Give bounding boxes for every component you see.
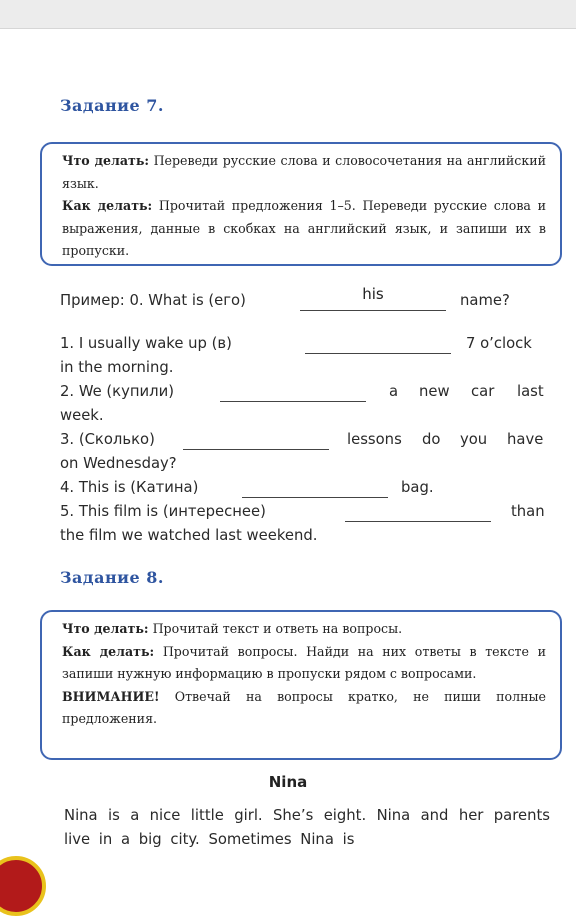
sentence-1 — [60, 335, 546, 357]
sentence-4-start: 4. This is (Катина) — [60, 479, 199, 496]
what-label: Что делать: — [62, 621, 149, 636]
how-label: Как делать: — [62, 643, 155, 659]
story-text: Nina is a nice little girl. She’s eight. Nina and her parents live in a big city. Sometimes Nina is — [64, 807, 550, 848]
example-prefix: Пример: 0. What is (его) — [60, 292, 246, 309]
sentence-3-word: lessons — [347, 431, 402, 448]
sentence-1-line2: in the morning. — [60, 359, 174, 376]
sentence-2-line2: week. — [60, 407, 104, 424]
warning-label: ВНИМАНИЕ! — [62, 688, 160, 704]
sentence-3-word: do — [422, 431, 441, 448]
how-text: Прочитай предложения 1–5. Переведи русские слова и выражения, данные в скобках на английский язык, и запиши их в пропуски. — [62, 198, 547, 258]
example-row — [60, 285, 546, 314]
task7-what-to-do — [62, 150, 546, 195]
what-label: Что делать: — [62, 153, 150, 168]
sentence-3-word: you — [460, 431, 488, 448]
task8-how-to-do — [62, 641, 546, 686]
sentence-5-line2: the film we watched last weekend. — [60, 527, 318, 544]
sentence-3-line2: on Wednesday? — [60, 455, 177, 472]
how-text: Прочитай вопросы. Найди на них ответы в тексте и запиши нужную информацию в пропуски рядом с вопросами. — [62, 643, 546, 681]
sentence-2 — [60, 383, 546, 405]
sentence-2-start: 2. We (купили) — [60, 383, 174, 400]
sentence-3 — [60, 431, 546, 453]
task8-instructions-box — [40, 610, 562, 760]
sentence-3-start: 3. (Сколько) — [60, 431, 155, 448]
warning-text: Отвечай на вопросы кратко, не пиши полные предложения. — [62, 688, 547, 726]
sentence-1-start: 1. I usually wake up (в) — [60, 335, 232, 352]
sentence-1-cont — [60, 359, 546, 381]
story-title: Nina — [268, 773, 308, 791]
task8-title: Задание 8. — [60, 568, 164, 587]
sentence-4 — [60, 479, 546, 501]
how-label: Как делать: — [62, 198, 153, 213]
publisher-logo-icon — [0, 856, 46, 916]
task7-how-to-do — [62, 195, 546, 263]
task7-title: Задание 7. — [60, 96, 164, 115]
sentence-5-cont — [60, 527, 546, 549]
sentence-5 — [60, 503, 546, 525]
example-answer: his — [362, 285, 384, 303]
answer-blank-4[interactable] — [242, 479, 388, 498]
task8-warning — [62, 686, 546, 731]
answer-blank-5[interactable] — [345, 503, 491, 522]
what-text: Прочитай текст и ответь на вопросы. — [152, 621, 403, 636]
answer-blank-3[interactable] — [183, 431, 329, 450]
top-bar — [0, 0, 576, 29]
what-text: Переведи русские слова и словосочетания на английский язык. — [62, 153, 546, 191]
sentence-2-word: a — [389, 383, 399, 400]
task7-instructions-box — [40, 142, 562, 266]
answer-blank-1[interactable] — [305, 335, 451, 354]
sentence-5-start: 5. This film is (интереснее) — [60, 503, 266, 520]
sentence-3-cont — [60, 455, 546, 477]
sentence-2-cont — [60, 407, 546, 429]
task8-what-to-do — [62, 618, 546, 641]
sentence-2-word: last — [517, 383, 544, 400]
example-suffix: name? — [460, 292, 510, 309]
sentence-3-word: have — [507, 431, 544, 448]
sentence-1-end: 7 o’clock — [466, 335, 532, 352]
sentence-5-end: than — [511, 503, 545, 520]
sentence-2-word: new — [419, 383, 450, 400]
sentence-4-end: bag. — [401, 479, 434, 496]
answer-blank-2[interactable] — [220, 383, 366, 402]
sentence-2-word: car — [471, 383, 495, 400]
